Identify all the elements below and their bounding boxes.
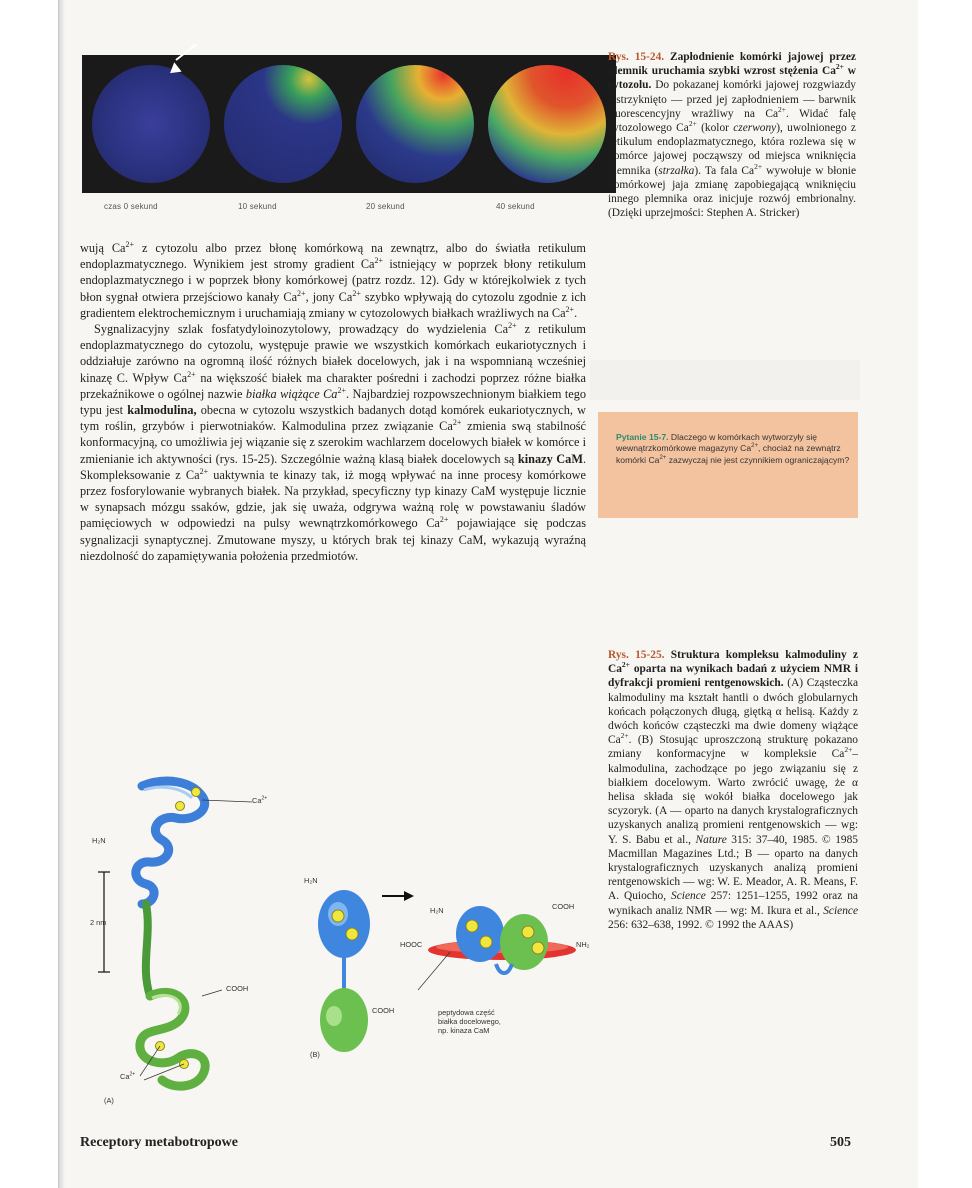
label-peptide-target: peptydowa część białka docelowego, np. kinaza CaM <box>438 1008 501 1035</box>
label-ca-bottom-a: $Ca^{2+}$ <box>120 1071 136 1081</box>
caption-title: Zapłodnienie komórki jajowej przez plemnik uruchamia szybki wzrost stężenia $Ca^{2+}$ w cytozolu. <box>608 51 857 92</box>
page-number: 505 <box>830 1135 851 1150</box>
figure-calmodulin-structure <box>82 776 602 1116</box>
time-label-20: 20 sekund <box>366 202 405 211</box>
egg-cell-0s <box>92 65 210 183</box>
egg-cell-10s <box>224 65 342 183</box>
page-gutter-shadow <box>59 0 65 1188</box>
label-nh2: NH₂ <box>576 940 590 949</box>
caption-figure-15-25: Rys. 15-25. Struktura kompleksu kalmoduliny z $Ca^{2+}$ oparta na wynikach badań z użyciem NMR i dyfrakcji promieni rentgenowskich. (A) Cząsteczka kalmoduliny ma kształt hantli o dwóch globularnych końcach połączonych długą, giętką α helisą. Każdy z dwóch końców cząsteczki ma dwie domeny wiążące $Ca^{2+}$. (B) Stosując uproszczoną strukturę pokazano zmiany konformacyjne w kompleksie $Ca^{2+}$–kalmodulina, zachodzące po jego związaniu się z białkiem docelowym. Warto zwrócić uwagę, że α helisa składa się wokół białka docelowego jak scyzoryk. (A — oparto na danych krystalograficznych uzyskanych analizą promieni rentgenowskich — wg: Y. S. Babu et al., Nature 315: 37–40, 1985. © 1985 Macmillan Magazines Ltd.; B — oparto na danych krystalograficznych uzyskanych analizą promieni rentgenowskich — wg: W. E. Meador, A. R. Means, F. A. Quiocho, Science 257: 1251–1255, 1992 oraz na wynikach analiz NMR — wg: M. Ikura et al., Science 256: 632–638, 1992. © 1992 the AAAS) <box>608 649 859 931</box>
calmodulin-illustration <box>82 776 602 1116</box>
label-panel-b: (B) <box>310 1050 320 1059</box>
label-panel-a: (A) <box>104 1096 114 1105</box>
label-h2n-b: H₂N <box>304 876 318 885</box>
figure-egg-calcium-wave <box>82 55 616 193</box>
label-hooc: HOOC <box>400 940 423 949</box>
faint-bleedthrough <box>590 360 860 400</box>
running-footer-title: Receptory metabotropowe <box>80 1135 238 1150</box>
label-cooh-complex: COOH <box>552 902 575 911</box>
caption2-title: Struktura kompleksu kalmoduliny z $Ca^{2+}$ oparta na wynikach badań z użyciem NMR i dyfrakcji promieni rentgenowskich. <box>608 649 859 690</box>
time-label-40: 40 sekund <box>496 202 535 211</box>
label-h2n-a: H₂N <box>92 836 106 845</box>
time-label-0: czas 0 sekund <box>104 202 158 211</box>
label-ca-top-a: $Ca^{2+}$ <box>252 795 268 805</box>
question-box: Pytanie 15-7. Dlaczego w komórkach wytworzyły się wewnątrzkomórkowe magazyny $Ca^{2+}$, chociaż na zewnątrz komórki $Ca^{2+}$ zazwyczaj nie jest czynnikiem ograniczającym? <box>598 412 858 518</box>
panel-b-complex <box>418 906 576 990</box>
caption-number: Rys. 15-24. <box>608 51 665 63</box>
label-scale-2nm: 2 nm <box>90 918 107 927</box>
time-label-10: 10 sekund <box>238 202 277 211</box>
question-label: Pytanie 15-7. <box>616 432 669 442</box>
main-body-text <box>80 240 586 564</box>
panel-b-calmodulin <box>318 890 370 1052</box>
caption-figure-15-24: Rys. 15-24. Zapłodnienie komórki jajowej przez plemnik uruchamia szybki wzrost stężenia $Ca^{2+}$ w cytozolu. Do pokazanej komórki jajowej rozgwiazdy wstrzyknięto — przed jej zapłodnieniem — barwnik fluorescencyjny wrażliwy na $Ca^{2+}$. Widać falę cytozolowego $Ca^{2+}$ (kolor czerwony), uwolnionego z retikulum endoplazmatycznego, która rozlewa się w komórce jajowej począwszy od miejsca wniknięcia plemnika (strzałka). Ta fala $Ca^{2+}$ wywołuje w błonie komórkowej jaja zmianę zapobiegającą wniknięciu innego plemnika oraz inicjuje rozwój embrionalny. (Dzięki uprzejmości: Stephen A. Stricker) <box>608 51 857 220</box>
egg-cell-20s <box>356 65 474 183</box>
paragraph-2: Sygnalizacyjny szlak fosfatydyloinozytolowy, prowadzący do wydzielenia $Ca^{2+}$ z retikulum endoplazmatycznego do cytozolu, występuje prawie we wszystkich komórkach eukariotycznych i oddziałuje zarówno na ogromną ilość różnych białek docelowych, jak i na wspomnianą wcześniej kinazę C. Wpływ $Ca^{2+}$ na większość białek ma charakter pośredni i zachodzi poprzez różne białka przekaźnikowe o ogólnej nazwie białka wiążące $Ca^{2+}$. Najbardziej rozpowszechnionym białkiem tego typu jest kalmodulina, obecna w cytozolu wszystkich badanych dotąd komórek eukariotycznych, w tym roślin, grzybów i pierwotniaków. Kalmodulina przez związanie $Ca^{2+}$ zmienia swą stabilność konformacyjną, co umożliwia jej wiązanie się z szerokim wachlarzem docelowych białek w komórce i zmienianie ich aktywności (rys. 15-25). Szczególnie ważną klasą białek docelowych są kinazy CaM. Skompleksowanie z $Ca^{2+}$ uaktywnia te kinazy tak, iż mogą wpływać na inne procesy komórkowe przez fosforylowanie wybranych białek. Na przykład, specyficzny typ kinazy CaM występuje licznie w synapsach mózgu ssaków, gdzie, jak się uważa, odgrywa ważną rolę w powstawaniu śladów pamięciowych w odpowiedzi na pulsy wewnątrzkomórkowego $Ca^{2+}$ pojawiające się podczas sygnalizacji synaptycznej. Zmutowane myszy, u których brak tej kinazy CaM, wykazują wyraźną niezdolność do zapamiętywania położenia przedmiotów. <box>80 320 587 563</box>
egg-cell-40s <box>488 65 606 183</box>
label-cooh-b: COOH <box>372 1006 395 1015</box>
label-h2n-complex: H₂N <box>430 906 444 915</box>
caption2-number: Rys. 15-25. <box>608 649 665 661</box>
panel-a-ribbon <box>98 781 252 1086</box>
conformation-arrow-icon <box>382 891 414 901</box>
label-cooh-a: COOH <box>226 984 249 993</box>
paragraph-1: wują $Ca^{2+}$ z cytozolu albo przez błonę komórkową na zewnątrz, albo do światła retikulum endoplazmatycznego. Wynikiem jest stromy gradient $Ca^{2+}$ istniejący w poprzek błony retikulum endoplazmatycznego i w poprzek błony komórkowej (patrz rozdz. 12). Gdy w którejkolwiek z tych błon sygnał otwiera przejściowo kanały $Ca^{2+}$, jony $Ca^{2+}$ szybko wpływają do cytozolu zgodnie z ich gradientem elektrochemicznym i uruchamiają zmiany w cytozolowych białkach wrażliwych na $Ca^{2+}$. <box>80 239 587 320</box>
